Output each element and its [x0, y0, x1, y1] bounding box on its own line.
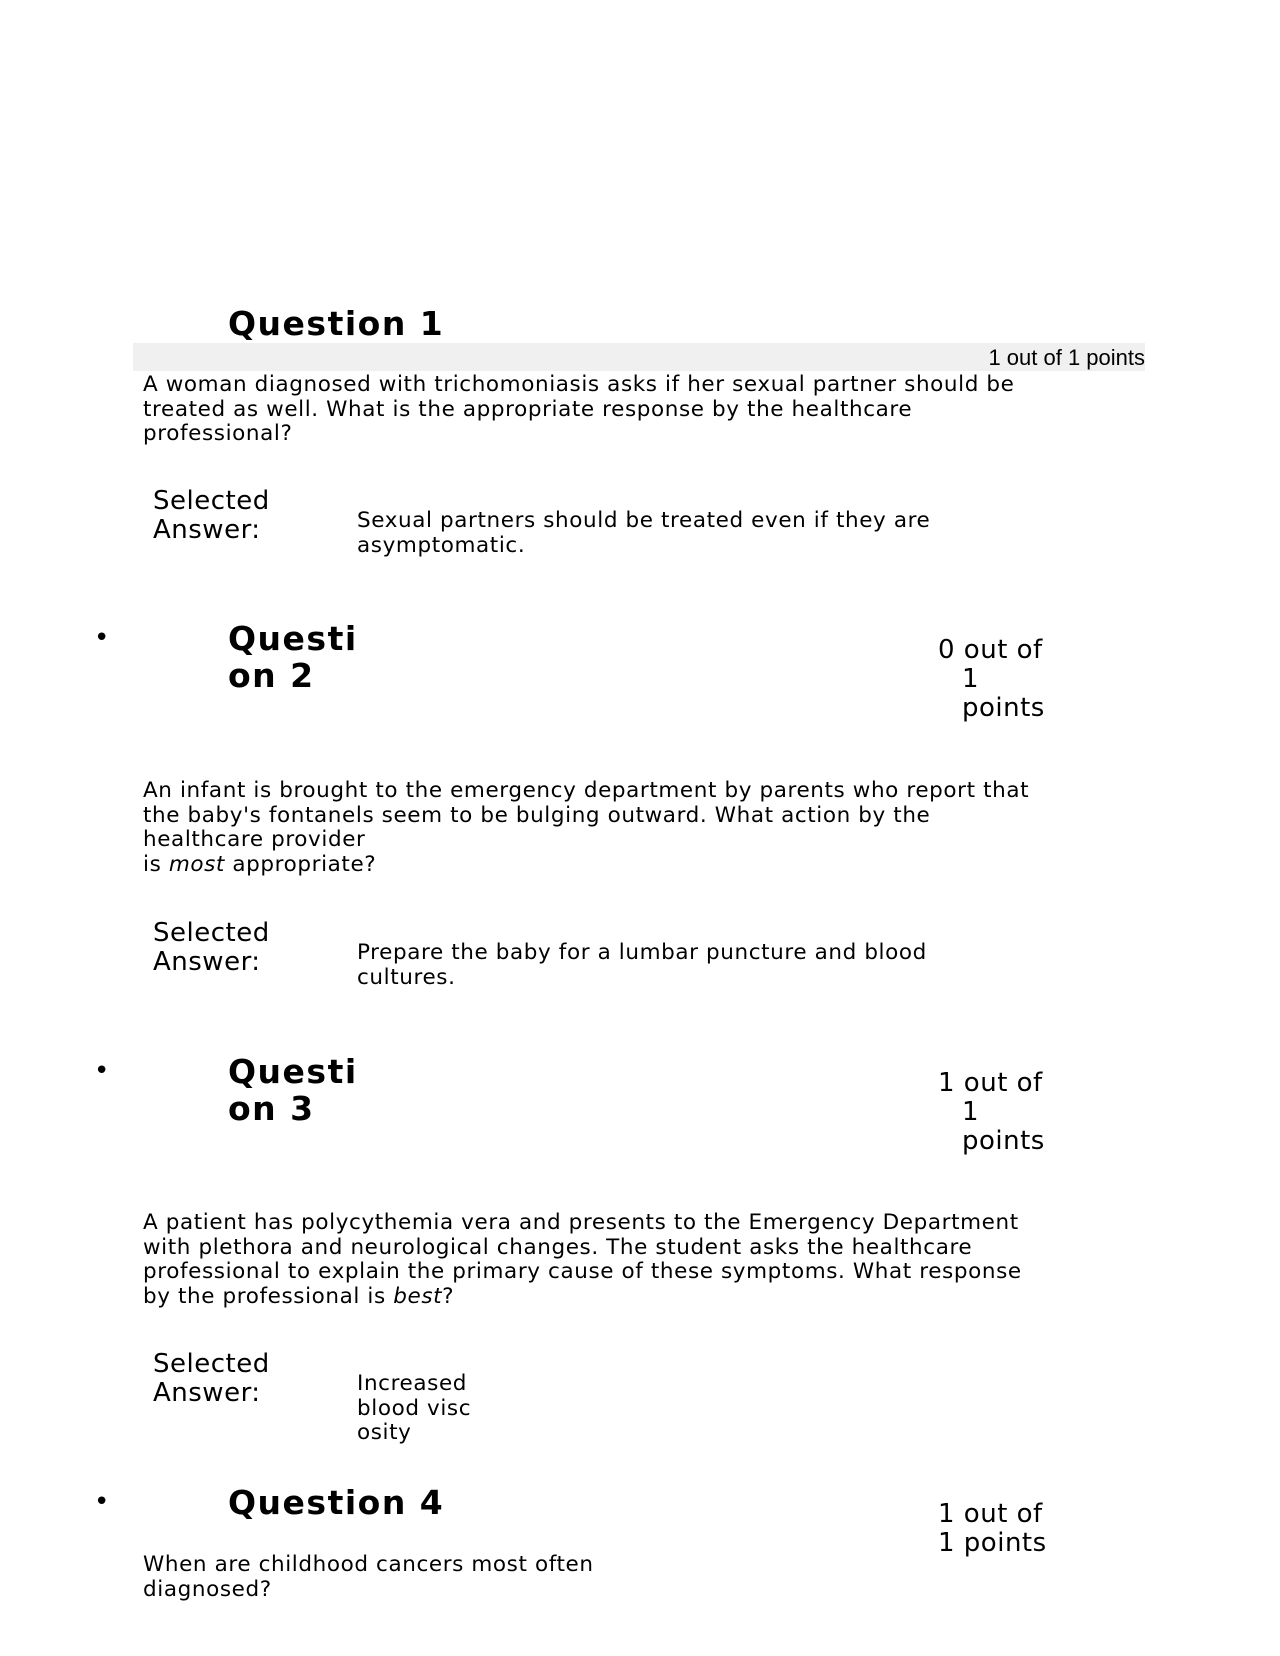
question-3-text — [143, 1211, 1023, 1309]
question-2-points-line1: 0 out of — [938, 635, 1043, 665]
question-3-points-line3: points — [962, 1126, 1045, 1156]
question-2-bullet: • — [94, 623, 110, 653]
question-2-text-part3: appropriate? — [232, 851, 377, 877]
question-2-selected-label: Selected Answer: — [153, 918, 270, 977]
question-1-selected-answer: Sexual partners should be treated even if they are asymptomatic. — [357, 508, 931, 558]
question-2-title-line2: on 2 — [228, 656, 315, 695]
question-2-selected-answer: Prepare the baby for a lumbar puncture and blood cultures. — [357, 940, 927, 990]
question-3-selected-label: Selected Answer: — [153, 1349, 270, 1408]
question-2-points — [938, 636, 1045, 723]
question-4-text: When are childhood cancers most often diagnosed? — [143, 1552, 594, 1602]
question-2-text — [143, 779, 1043, 877]
question-2-text-part1: An infant is brought to the emergency department by parents who report that the baby's fontanels seem to be bulging outward. What action by the healthcare provider — [143, 778, 1030, 852]
question-4-points-line1: 1 out of — [938, 1499, 1043, 1529]
question-3-text-part1: A patient has polycythemia vera and presents to the Emergency Department with plethora and neurological changes. The student asks the healthcare professional to explain the primary cause of these symptoms. What response by the professional is — [143, 1210, 1022, 1309]
question-3-title — [228, 1053, 358, 1127]
question-1-title: Question 1 — [228, 304, 445, 343]
question-3-text-emphasis: best — [393, 1283, 443, 1309]
question-3-selected-answer: Increased blood viscosity — [357, 1371, 472, 1445]
question-4-bullet: • — [94, 1487, 110, 1517]
question-3-title-line1: Questi — [228, 1052, 358, 1091]
question-3-bullet: • — [94, 1056, 110, 1086]
question-2-title-line1: Questi — [228, 619, 358, 658]
question-3-points — [938, 1069, 1045, 1156]
question-2-title — [228, 620, 358, 694]
question-2-text-part2: is — [143, 851, 162, 877]
question-1-points: 1 out of 1 points — [988, 345, 1145, 370]
question-3-points-line2: 1 — [962, 1097, 980, 1127]
question-1-selected-label: Selected Answer: — [153, 486, 270, 545]
question-4-points-line2: 1 points — [938, 1528, 1047, 1558]
question-1-points-bar — [133, 343, 1145, 371]
question-2-points-line2: 1 — [962, 664, 980, 694]
question-2-text-emphasis: most — [168, 851, 225, 877]
question-2-points-line3: points — [962, 693, 1045, 723]
question-3-text-part2: ? — [442, 1283, 455, 1309]
question-4-title: Question 4 — [228, 1483, 445, 1522]
question-1-text: A woman diagnosed with trichomoniasis asks if her sexual partner should be treated as well. What is the appropriate response by the healthcare professional? — [143, 372, 1015, 446]
question-3-points-line1: 1 out of — [938, 1068, 1043, 1098]
question-4-points — [938, 1500, 1047, 1558]
question-3-title-line2: on 3 — [228, 1089, 315, 1128]
